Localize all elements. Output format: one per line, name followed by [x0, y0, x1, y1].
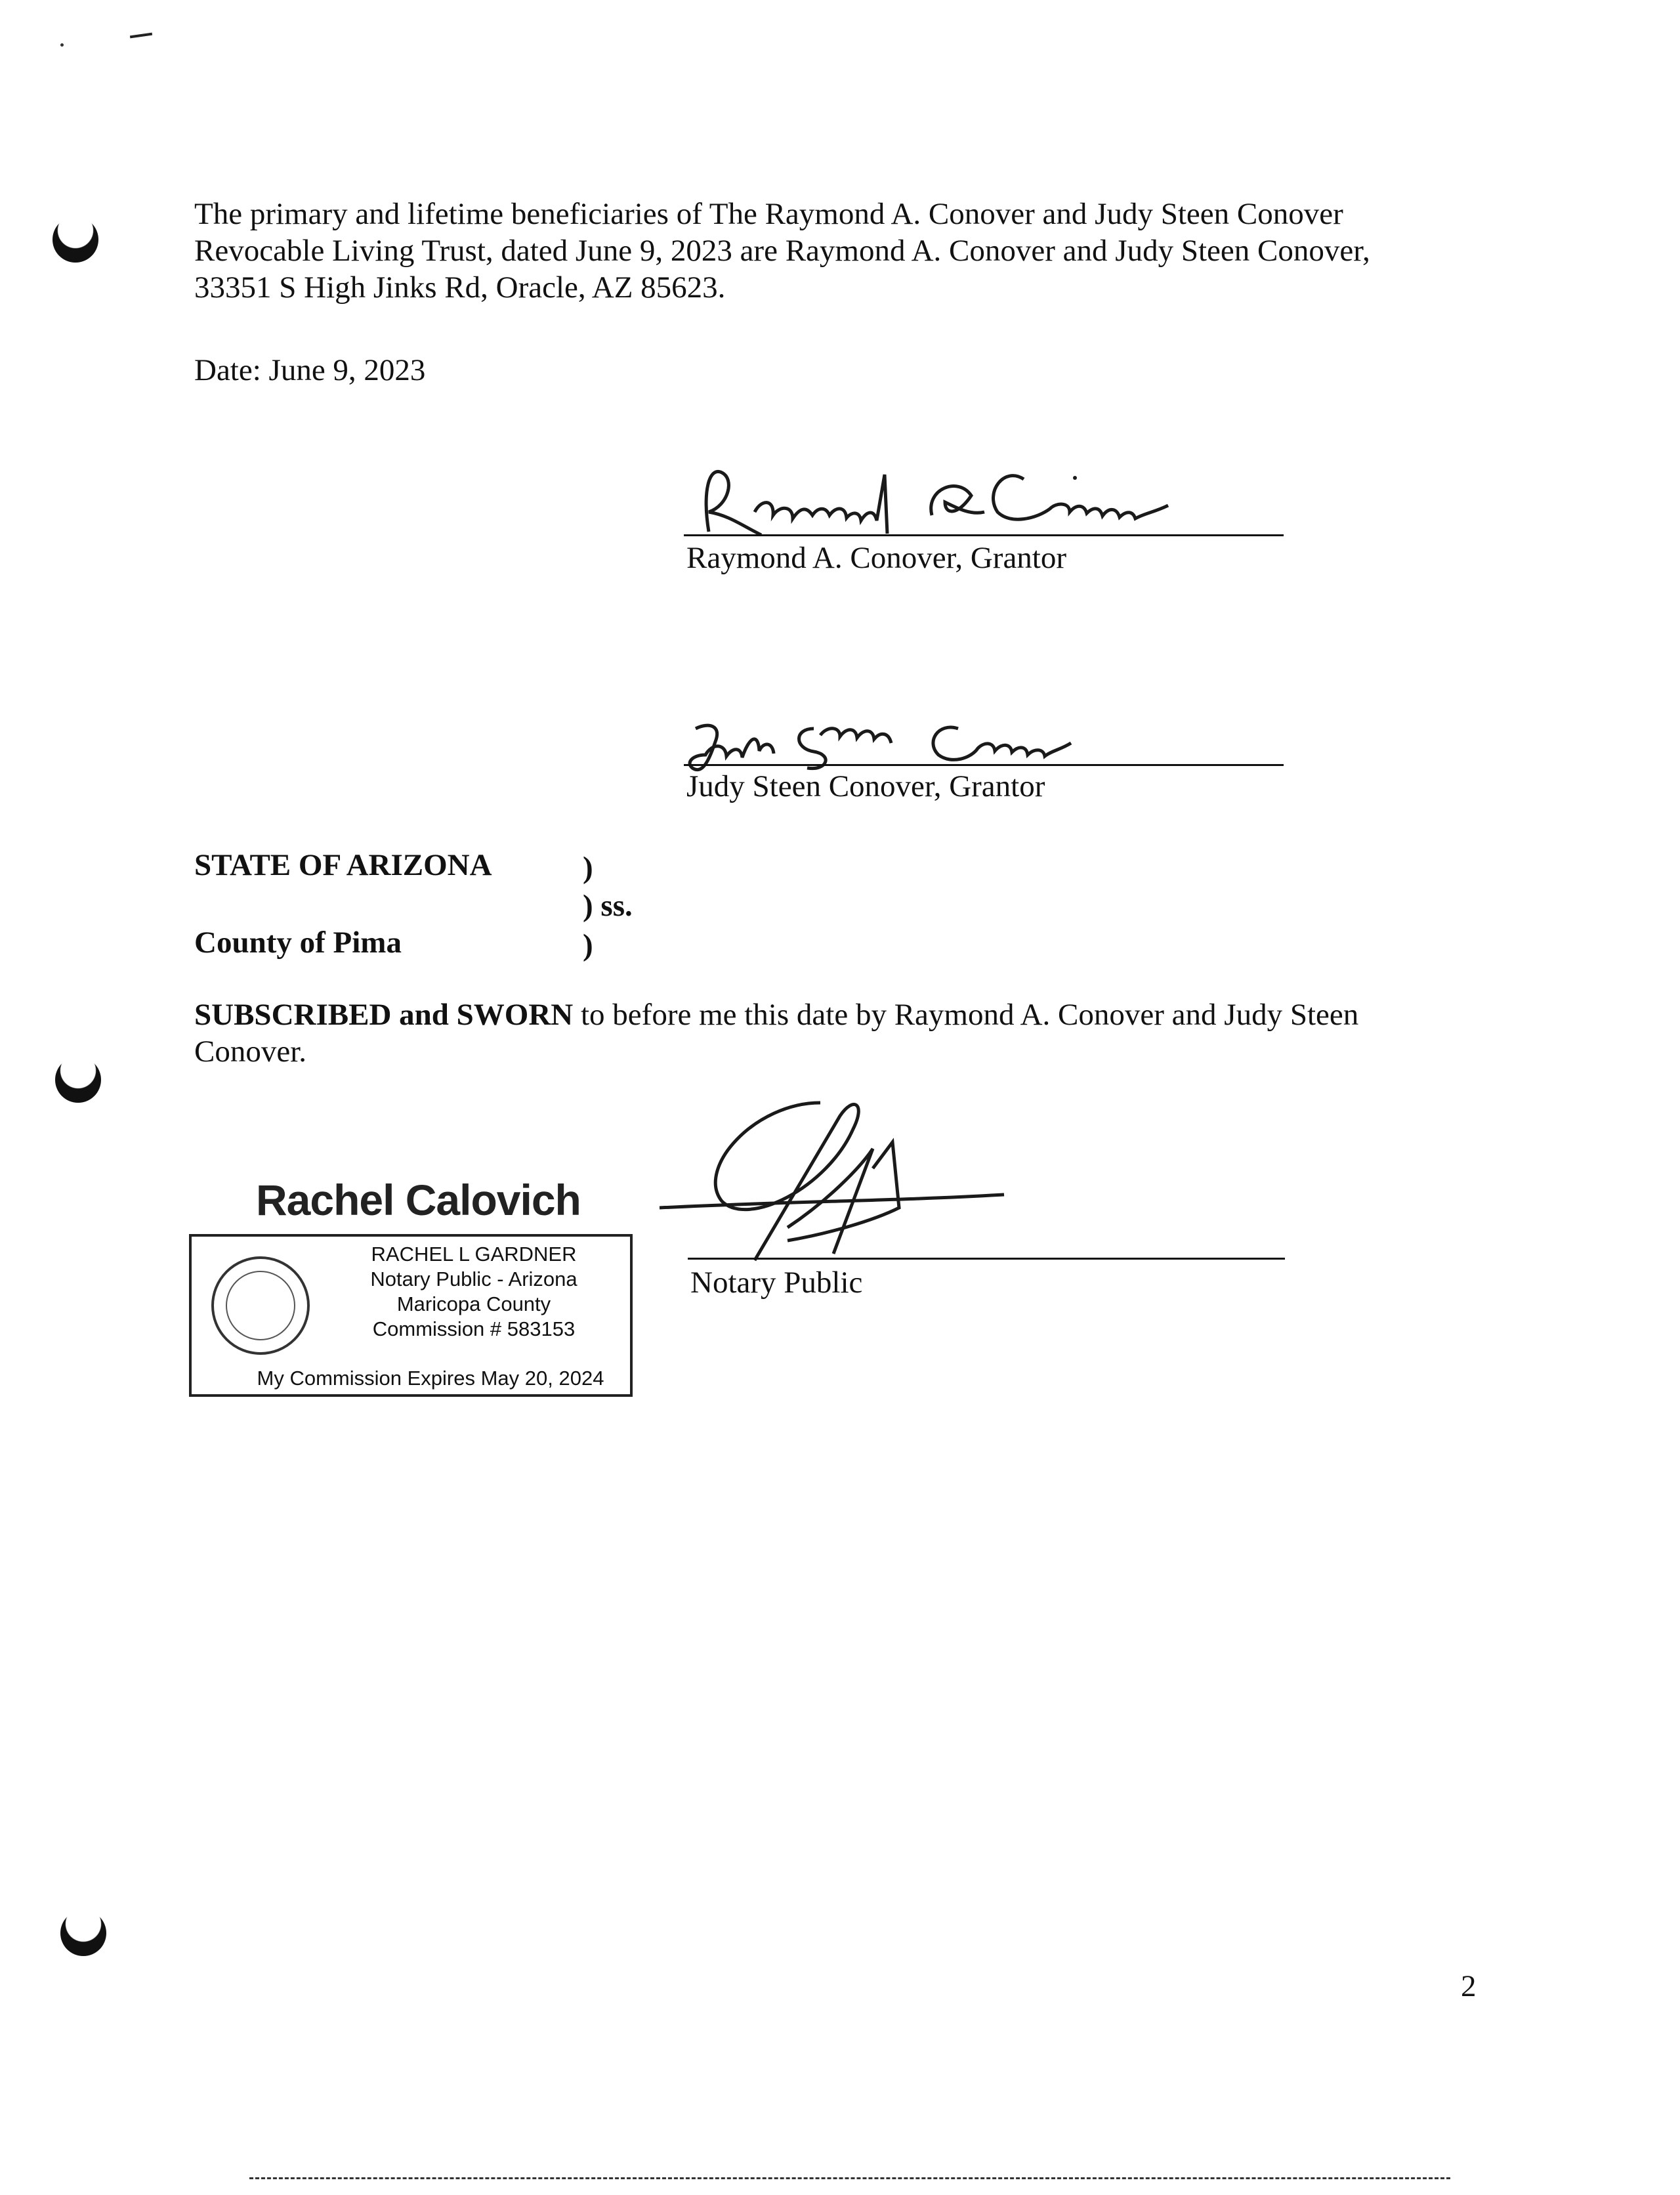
stamp-expiration: My Commission Expires May 20, 2024	[257, 1367, 604, 1390]
stamp-text	[316, 1242, 631, 1342]
page-number: 2	[1461, 1969, 1477, 2003]
grantor1-signature-line	[684, 534, 1284, 536]
scan-artifact-line	[249, 2177, 1450, 2179]
venue-state: STATE OF ARIZONA	[194, 848, 492, 882]
punch-hole-bottom	[60, 1910, 106, 1956]
punch-hole-top	[52, 217, 98, 263]
paragraph-line: Revocable Living Trust, dated June 9, 2023 are Raymond A. Conover and Judy Steen Conover,	[194, 234, 1370, 268]
beneficiaries-paragraph	[194, 196, 1370, 306]
scan-mark-dot	[60, 43, 64, 47]
stamp-line: Notary Public - Arizona	[370, 1268, 578, 1290]
jurat-text: Conover.	[194, 1034, 307, 1069]
jurat-paragraph	[194, 996, 1358, 1070]
jurat-bold: SUBSCRIBED and SWORN	[194, 998, 574, 1032]
venue-county: County of Pima	[194, 926, 402, 960]
grantor1-signature-image	[682, 453, 1273, 545]
grantor2-caption: Judy Steen Conover, Grantor	[686, 769, 1045, 803]
notary-name-stamp: Rachel Calovich	[256, 1176, 581, 1224]
jurat-text: to before me this date by Raymond A. Conover and Judy Steen	[573, 998, 1359, 1032]
venue-paren-ss: ) ss.	[583, 889, 633, 923]
stamp-line: Commission # 583153	[372, 1317, 576, 1340]
paragraph-line: The primary and lifetime beneficiaries of The Raymond A. Conover and Judy Steen Conover	[194, 197, 1343, 231]
paragraph-line: 33351 S High Jinks Rd, Oracle, AZ 85623.	[194, 270, 726, 305]
venue-paren: )	[583, 928, 593, 962]
punch-hole-middle	[55, 1057, 101, 1103]
grantor2-signature-line	[684, 764, 1284, 766]
grantor1-caption: Raymond A. Conover, Grantor	[686, 541, 1067, 575]
state-seal-icon	[211, 1256, 310, 1355]
notary-signature-image	[656, 1090, 1024, 1273]
date-line: Date: June 9, 2023	[194, 353, 426, 387]
notary-signature-line	[688, 1258, 1285, 1260]
scan-mark-dash	[130, 33, 152, 39]
notary-caption: Notary Public	[690, 1266, 863, 1300]
venue-paren: )	[583, 851, 593, 885]
stamp-line: Maricopa County	[396, 1292, 551, 1315]
stamp-line: RACHEL L GARDNER	[371, 1243, 577, 1266]
notary-seal-stamp	[189, 1234, 633, 1397]
